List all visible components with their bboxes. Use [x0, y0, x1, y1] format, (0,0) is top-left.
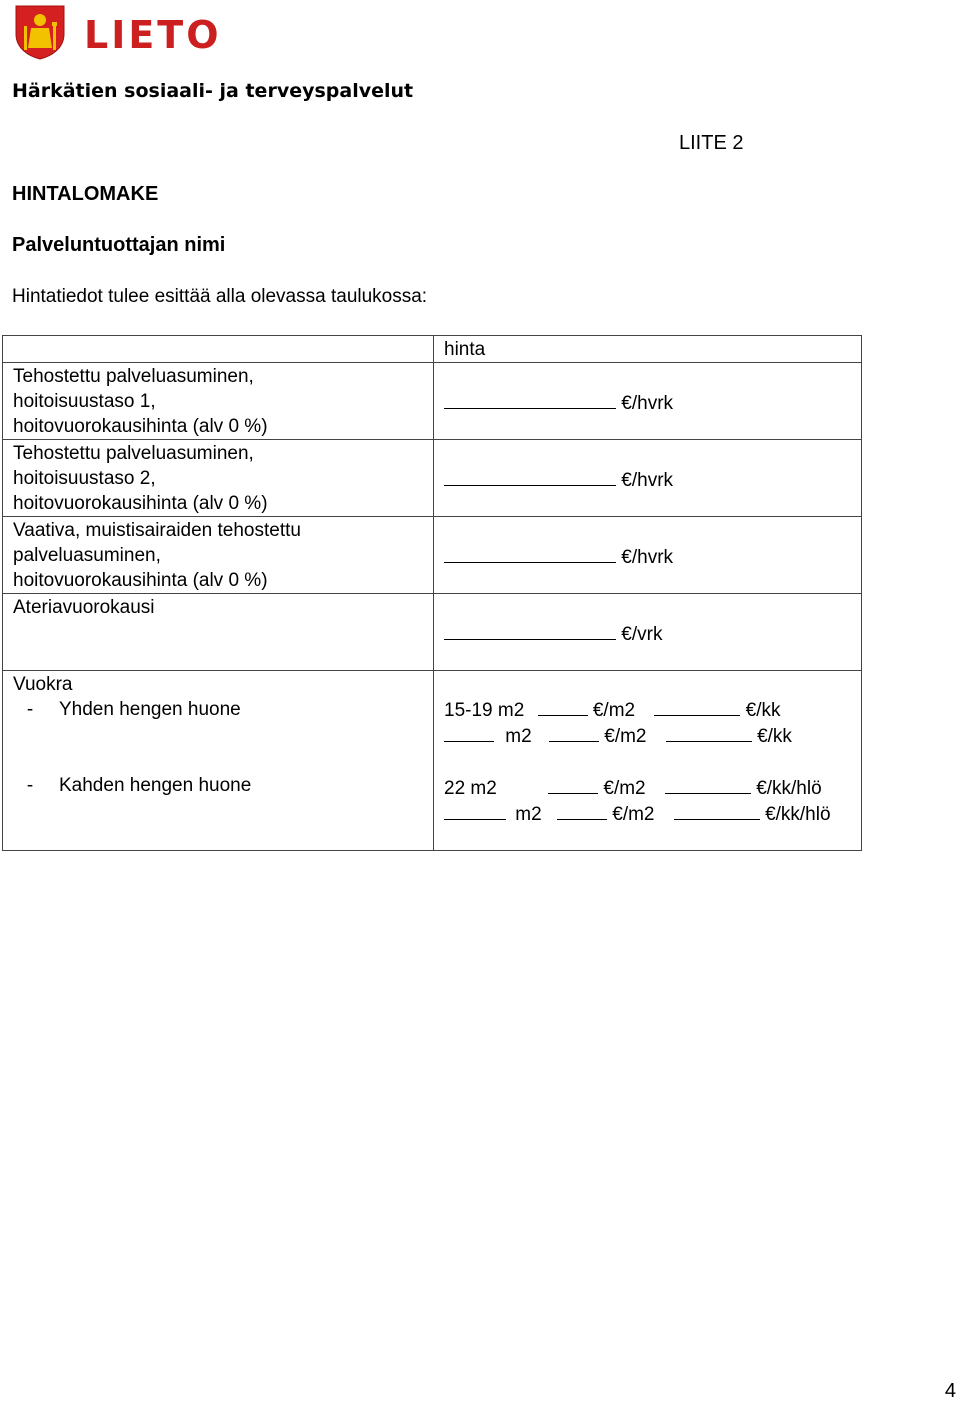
- price-cell: [434, 594, 862, 671]
- price-header: hinta: [434, 336, 862, 363]
- single-room-size: 15-19 m2: [444, 700, 525, 721]
- per-m2-unit: €/m2: [612, 804, 655, 825]
- per-month-blank[interactable]: [654, 697, 740, 716]
- intro-text: Hintatiedot tulee esittää alla olevassa taulukossa:: [12, 286, 428, 307]
- price-unit: €/hvrk: [621, 547, 674, 568]
- table-row: [3, 517, 862, 594]
- form-title: HINTALOMAKE: [12, 183, 159, 205]
- single-room-line-2: [444, 723, 851, 749]
- attachment-label: LIITE 2: [679, 132, 744, 154]
- price-blank[interactable]: [444, 544, 616, 563]
- table-header-row: [3, 336, 862, 363]
- price-blank[interactable]: [444, 621, 616, 640]
- size-blank[interactable]: [444, 801, 506, 820]
- price-unit: €/vrk: [621, 624, 663, 645]
- per-m2-unit: €/m2: [592, 700, 636, 721]
- table-row: [3, 363, 862, 440]
- price-cell: [434, 517, 862, 594]
- service-description: Tehostettu palveluasuminen, hoitoisuustaso 2, hoitovuorokausihinta (alv 0 %): [3, 440, 434, 517]
- per-person-unit: €/kk/hlö: [756, 778, 822, 799]
- per-person-blank[interactable]: [674, 801, 760, 820]
- service-description: Tehostettu palveluasuminen, hoitoisuustaso 1, hoitovuorokausihinta (alv 0 %): [3, 363, 434, 440]
- single-room-line-1: [444, 697, 851, 723]
- page-number: 4: [944, 1380, 956, 1402]
- price-table: [2, 335, 862, 851]
- price-blank[interactable]: [444, 467, 616, 486]
- per-m2-blank[interactable]: [548, 775, 598, 794]
- double-room-size: 22 m2: [444, 778, 497, 799]
- lieto-coat-of-arms-icon: [14, 4, 66, 60]
- rent-row: [3, 671, 862, 851]
- per-m2-blank[interactable]: [549, 723, 599, 742]
- header-empty-cell: [3, 336, 434, 363]
- price-cell: [434, 440, 862, 517]
- table-row: [3, 594, 862, 671]
- table-row: [3, 440, 862, 517]
- rent-label: Vuokra: [13, 674, 73, 695]
- double-room-line-1: [444, 775, 851, 801]
- list-dash: -: [26, 775, 34, 796]
- per-month-blank[interactable]: [666, 723, 752, 742]
- per-m2-unit: €/m2: [604, 726, 647, 747]
- per-m2-blank[interactable]: [557, 801, 607, 820]
- rent-description: [3, 671, 434, 851]
- per-month-unit: €/kk: [757, 726, 792, 747]
- lieto-logo: [14, 4, 234, 62]
- list-dash: -: [26, 699, 34, 720]
- price-blank[interactable]: [444, 390, 616, 409]
- double-room-label: Kahden hengen huone: [59, 775, 252, 796]
- price-unit: €/hvrk: [621, 470, 674, 491]
- single-room-label: Yhden hengen huone: [59, 699, 241, 720]
- organization-name: Härkätien sosiaali- ja terveyspalvelut: [12, 80, 414, 102]
- service-description: Ateriavuorokausi: [3, 594, 434, 671]
- m2-unit: m2: [515, 804, 542, 825]
- size-blank[interactable]: [444, 723, 494, 742]
- service-description: Vaativa, muistisairaiden tehostettu palveluasuminen, hoitovuorokausihinta (alv 0 %): [3, 517, 434, 594]
- m2-unit: m2: [505, 726, 532, 747]
- price-cell: [434, 363, 862, 440]
- per-m2-unit: €/m2: [603, 778, 646, 799]
- per-person-blank[interactable]: [665, 775, 751, 794]
- per-month-unit: €/kk: [745, 700, 781, 721]
- price-unit: €/hvrk: [621, 393, 674, 414]
- logo-wordmark: LIETO: [84, 13, 222, 57]
- double-room-line-2: [444, 801, 851, 827]
- rent-price-cell: [434, 671, 862, 851]
- per-m2-blank[interactable]: [538, 697, 588, 716]
- provider-name-label: Palveluntuottajan nimi: [12, 234, 226, 256]
- per-person-unit: €/kk/hlö: [765, 804, 831, 825]
